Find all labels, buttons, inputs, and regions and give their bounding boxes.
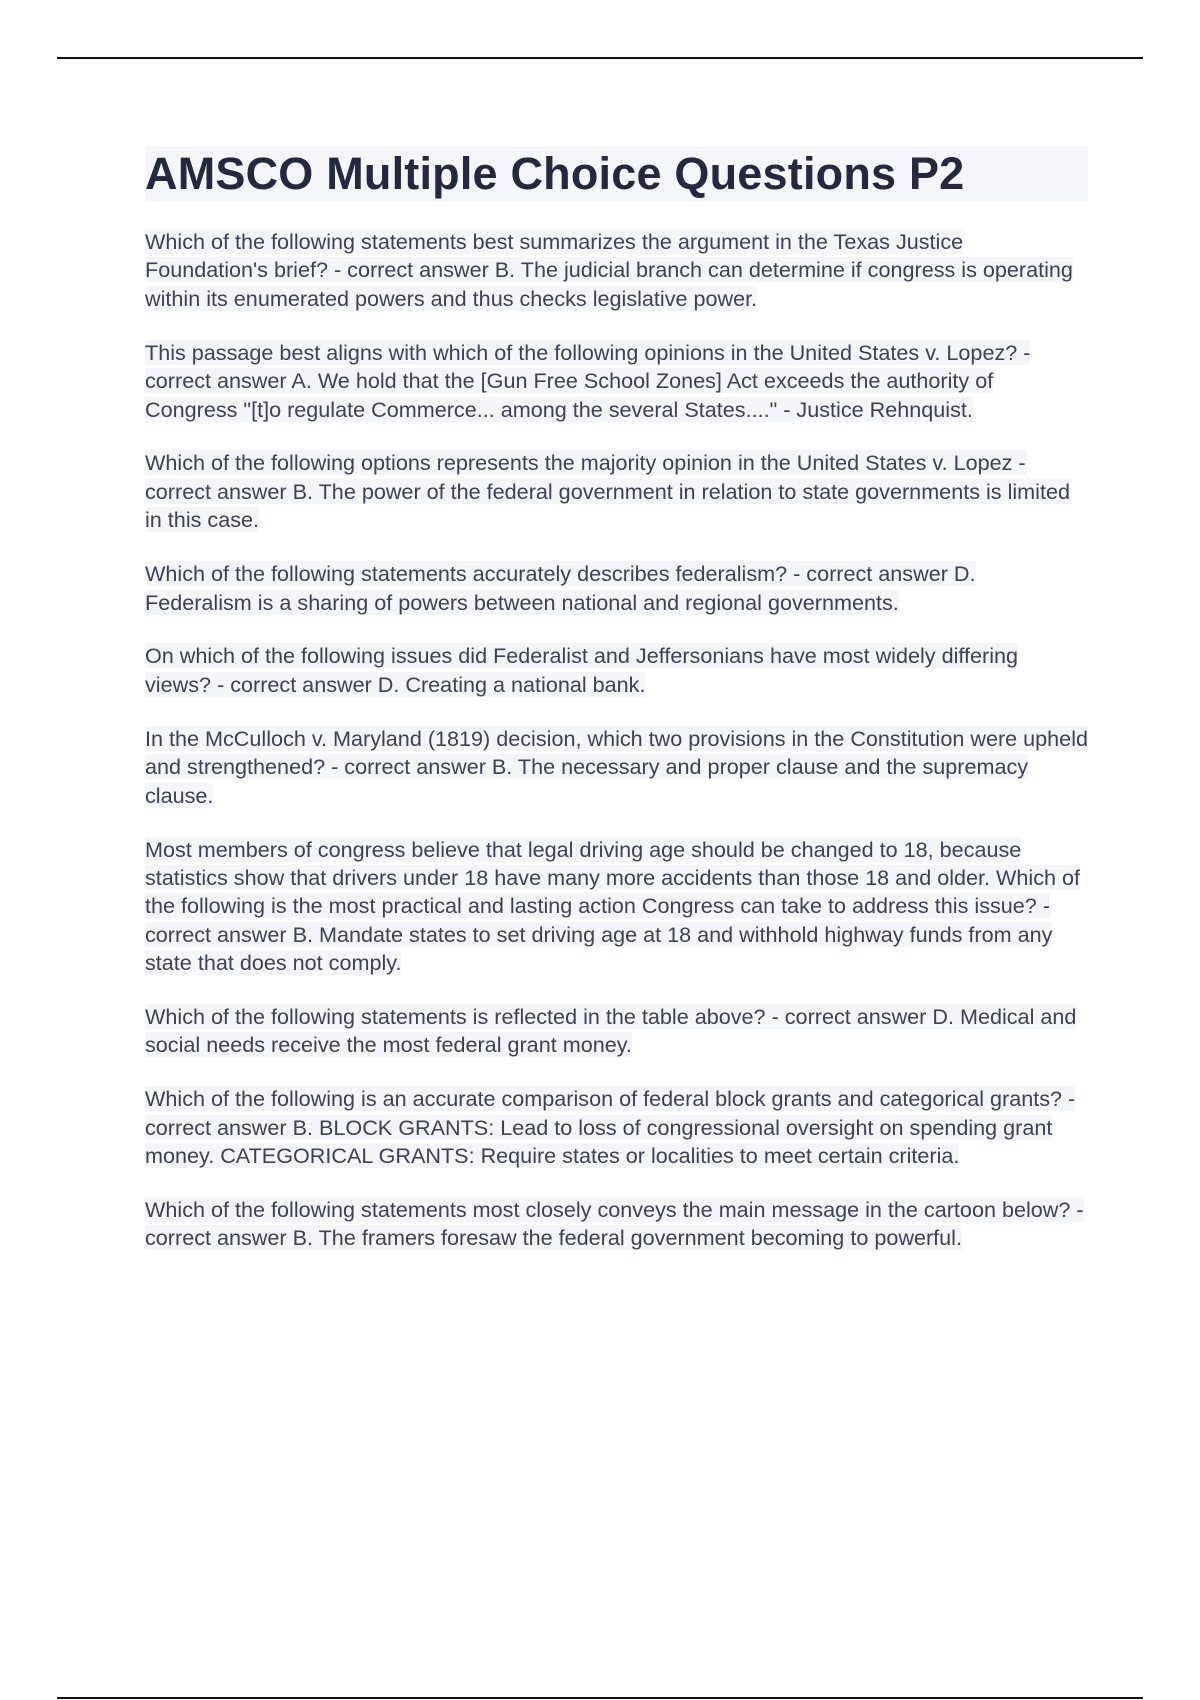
qa-text: Most members of congress believe that legal driving age should be changed to 18, because statistics show that drivers under 18 have many more accidents than those 18 and older. Which of the following is the most practical and lasting action Congress can take to address this issue? - correct answer B. Mandate states to set driving age at 18 and withhold highway funds from any state that does not comply. [145, 836, 1081, 976]
qa-entry [145, 1085, 1088, 1170]
document-body [145, 146, 1088, 1278]
qa-text: Which of the following is an accurate comparison of federal block grants and categorical grants? - correct answer B. BLOCK GRANTS: Lead to loss of congressional oversight on spending grant money. CATEGORICAL GRANTS: Require states or localities to meet certain criteria. [145, 1086, 1076, 1169]
qa-entry [145, 836, 1088, 978]
header-rule [57, 57, 1143, 59]
qa-text: Which of the following statements best summarizes the argument in the Texas Justice Foundation's brief? - correct answer B. The judicial branch can determine if congress is operating within its enumerated powers and thus checks legislative power. [145, 229, 1073, 311]
qa-text: Which of the following statements accurately describes federalism? - correct answer D. Federalism is a sharing of powers between national and regional governments. [145, 561, 976, 615]
qa-text: Which of the following options represents the majority opinion in the United States v. Lopez - correct answer B. The power of the federal government in relation to state governments is limited in this case. [145, 450, 1070, 533]
qa-text: On which of the following issues did Federalist and Jeffersonians have most widely differing views? - correct answer D. Creating a national bank. [145, 643, 1019, 697]
qa-entry [145, 1196, 1088, 1253]
qa-entry [145, 339, 1088, 424]
page-title: AMSCO Multiple Choice Questions P2 [145, 146, 1088, 202]
qa-entry [145, 725, 1088, 810]
qa-entry [145, 642, 1088, 699]
qa-text: This passage best aligns with which of the following opinions in the United States v. Lopez? - correct answer A. We hold that the [Gun Free School Zones] Act exceeds the authority of Congress "[t]o regulate Commerce... among the several States...." - Justice Rehnquist. [145, 339, 1031, 422]
footer-rule [57, 1697, 1143, 1699]
qa-entry [145, 1003, 1088, 1060]
qa-entry [145, 228, 1088, 313]
qa-text: Which of the following statements is reflected in the table above? - correct answer D. Medical and social needs receive the most federal grant money. [145, 1004, 1077, 1058]
qa-text: Which of the following statements most closely conveys the main message in the cartoon below? - correct answer B. The framers foresaw the federal government becoming to powerful. [145, 1197, 1084, 1251]
qa-text: In the McCulloch v. Maryland (1819) decision, which two provisions in the Constitution were upheld and strengthened? - correct answer B. The necessary and proper clause and the supremacy clause. [145, 725, 1088, 808]
qa-entry [145, 449, 1088, 534]
qa-entry [145, 560, 1088, 617]
